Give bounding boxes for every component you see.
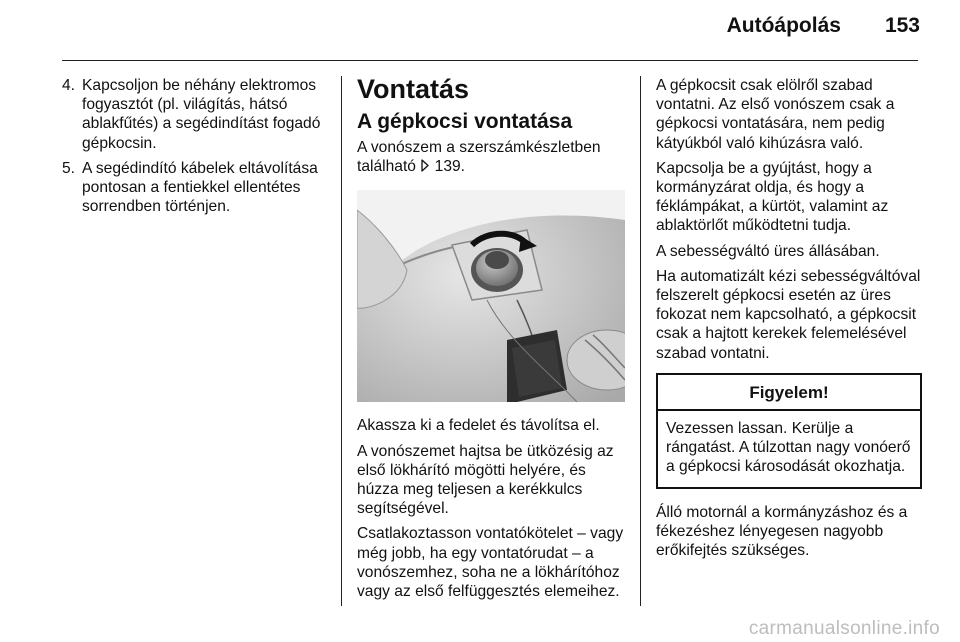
list-item xyxy=(62,159,330,217)
section-heading: Vontatás xyxy=(357,74,470,104)
warning-text: Vezessen lassan. Kerülje a rángatást. A túlzottan nagy vonóerő a gépkocsi károsodását okozhatja. xyxy=(666,420,911,476)
list-text: Kapcsoljon be néhány elektromos fogyasztót (pl. világítás, hátsó ablakfűtés) a segédindítást fogadó gépkocsin. xyxy=(82,77,321,152)
page-header xyxy=(727,14,920,38)
warning-box xyxy=(656,373,922,489)
left-column xyxy=(62,76,330,222)
column-divider xyxy=(640,76,641,606)
list-number: 4. xyxy=(62,77,76,94)
section-title: Autóápolás xyxy=(726,14,841,37)
intro-text: A vonószem a szerszámkészletben található xyxy=(357,139,601,176)
paragraph: A vonószemet hajtsa be ütközésig az első lökhárító mögötti helyére, és húzza meg teljesen a kerékkulcs segítségével. xyxy=(357,442,614,518)
subsection-heading: A gépkocsi vontatása xyxy=(357,110,573,133)
watermark: carmanualsonline.info xyxy=(748,618,940,639)
warning-title: Figyelem! xyxy=(658,375,920,411)
list-item xyxy=(62,76,330,153)
intro-paragraph xyxy=(357,138,625,176)
list-text: A segédindító kábelek eltávolítása pontosan a fentiekkel ellentétes sorrendben történjen. xyxy=(82,159,318,216)
paragraph: Álló motornál a kormányzáshoz és a fékezéshez lényegesen nagyobb erőkifejtés szükséges. xyxy=(656,503,908,560)
page-number: 153 xyxy=(884,14,920,37)
arrow-ref-icon xyxy=(420,158,430,171)
towing-eye-photo xyxy=(357,190,625,402)
middle-column xyxy=(357,76,625,607)
list-number: 5. xyxy=(62,159,76,177)
paragraph: A sebességváltó üres állásában. xyxy=(656,242,880,260)
paragraph: Kapcsolja be a gyújtást, hogy a kormányzárat oldja, és hogy a féklámpákat, a kürtöt, valamint az ablaktörlőt működtetni tudja. xyxy=(656,159,889,235)
paragraph: Ha automatizált kézi sebességváltóval felszerelt gépkocsi esetén az üres fokozat nem kapcsolható, a gépkocsit csak a hajtott kerekek felemelésével szabad vontatni. xyxy=(656,267,921,362)
paragraph: Akassza ki a fedelet és távolítsa el. xyxy=(357,417,600,435)
paragraph: A gépkocsit csak elölről szabad vontatni. Az első vonószem csak a gépkocsi vontatására, nem pedig kátyúkból való kihúzásra való. xyxy=(656,77,895,152)
page-ref: 139. xyxy=(434,158,466,176)
header-divider xyxy=(62,60,918,61)
column-divider xyxy=(341,76,342,606)
right-column xyxy=(656,76,922,566)
paragraph: Csatlakoztasson vontatókötelet – vagy még jobb, ha egy vontatórudat – a vonószemhez, soha ne a lökhárítóhoz vagy az első felfüggesztés elemeihez. xyxy=(357,525,624,601)
